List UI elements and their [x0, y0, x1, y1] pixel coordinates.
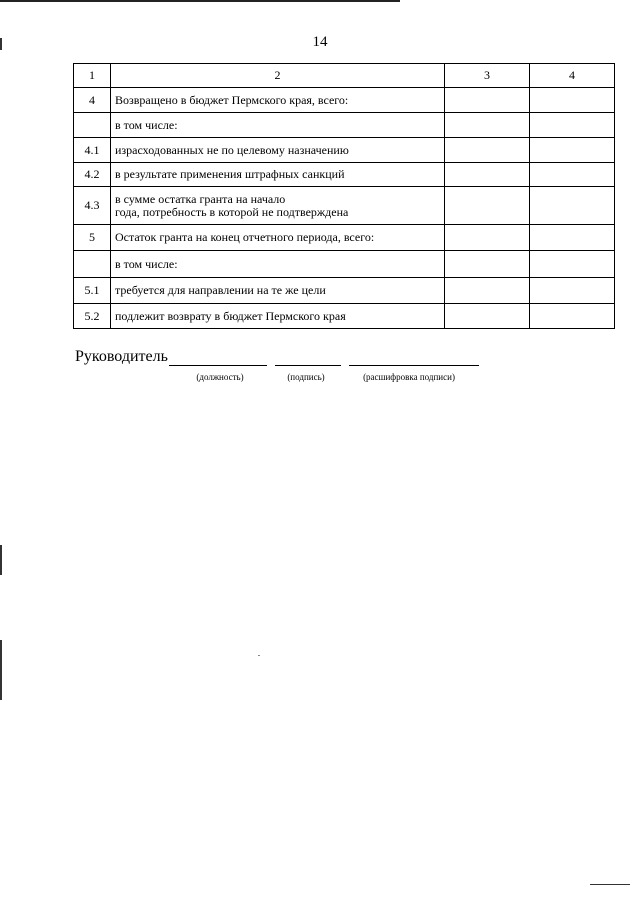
signature-title: Руководитель — [75, 348, 168, 365]
value-cell-col4 — [530, 88, 615, 113]
scan-artifact — [0, 640, 2, 700]
scan-artifact — [0, 545, 2, 575]
table-row — [74, 278, 615, 304]
row-text-line-2: года, потребность в которой не подтверждена — [115, 204, 349, 219]
row-text: Возвращено в бюджет Пермского края, всего: — [111, 88, 445, 113]
table-row — [74, 251, 615, 278]
signature-block — [75, 348, 495, 388]
position-caption: (должность) — [196, 372, 244, 382]
row-text-multiline — [111, 187, 445, 225]
scan-speck — [258, 655, 260, 656]
table-header-row — [74, 64, 615, 88]
table-row — [74, 138, 615, 163]
header-cell-4: 4 — [530, 64, 615, 88]
table-row — [74, 225, 615, 251]
row-text: Остаток гранта на конец отчетного периода, всего: — [111, 225, 445, 251]
value-cell-col4 — [530, 251, 615, 278]
value-cell-col3 — [445, 187, 530, 225]
value-cell-col4 — [530, 304, 615, 329]
scan-artifact — [590, 884, 630, 885]
row-number: 4.3 — [74, 187, 111, 225]
row-text: в результате применения штрафных санкций — [111, 163, 445, 187]
signature-line — [275, 365, 341, 366]
row-number — [74, 113, 111, 138]
row-number: 4 — [74, 88, 111, 113]
row-text-line-1: в сумме остатка гранта на начало — [115, 191, 286, 206]
position-line — [169, 365, 267, 366]
row-number: 5.1 — [74, 278, 111, 304]
table-row — [74, 304, 615, 329]
value-cell-col4 — [530, 113, 615, 138]
table-row — [74, 187, 615, 225]
header-cell-2: 2 — [111, 64, 445, 88]
table-row — [74, 113, 615, 138]
scan-edge-line — [0, 0, 400, 2]
value-cell-col3 — [445, 113, 530, 138]
decode-caption: (расшифровка подписи) — [363, 372, 455, 382]
header-cell-3: 3 — [445, 64, 530, 88]
row-text: в том числе: — [111, 113, 445, 138]
value-cell-col3 — [445, 225, 530, 251]
table-row — [74, 88, 615, 113]
value-cell-col3 — [445, 251, 530, 278]
value-cell-col3 — [445, 163, 530, 187]
row-text: подлежит возврату в бюджет Пермского края — [111, 304, 445, 329]
table-row — [74, 163, 615, 187]
decode-line — [349, 365, 479, 366]
row-number — [74, 251, 111, 278]
signature-caption: (подпись) — [287, 372, 325, 382]
row-text: в том числе: — [111, 251, 445, 278]
row-text: требуется для направлении на те же цели — [111, 278, 445, 304]
value-cell-col3 — [445, 138, 530, 163]
report-table — [73, 63, 615, 329]
page-number: 14 — [312, 34, 328, 50]
row-text: израсходованных не по целевому назначению — [111, 138, 445, 163]
row-number: 5 — [74, 225, 111, 251]
value-cell-col4 — [530, 278, 615, 304]
row-number: 4.2 — [74, 163, 111, 187]
value-cell-col4 — [530, 163, 615, 187]
row-number: 4.1 — [74, 138, 111, 163]
value-cell-col3 — [445, 304, 530, 329]
value-cell-col4 — [530, 187, 615, 225]
value-cell-col4 — [530, 138, 615, 163]
value-cell-col3 — [445, 278, 530, 304]
value-cell-col4 — [530, 225, 615, 251]
row-number: 5.2 — [74, 304, 111, 329]
value-cell-col3 — [445, 88, 530, 113]
header-cell-1: 1 — [74, 64, 111, 88]
